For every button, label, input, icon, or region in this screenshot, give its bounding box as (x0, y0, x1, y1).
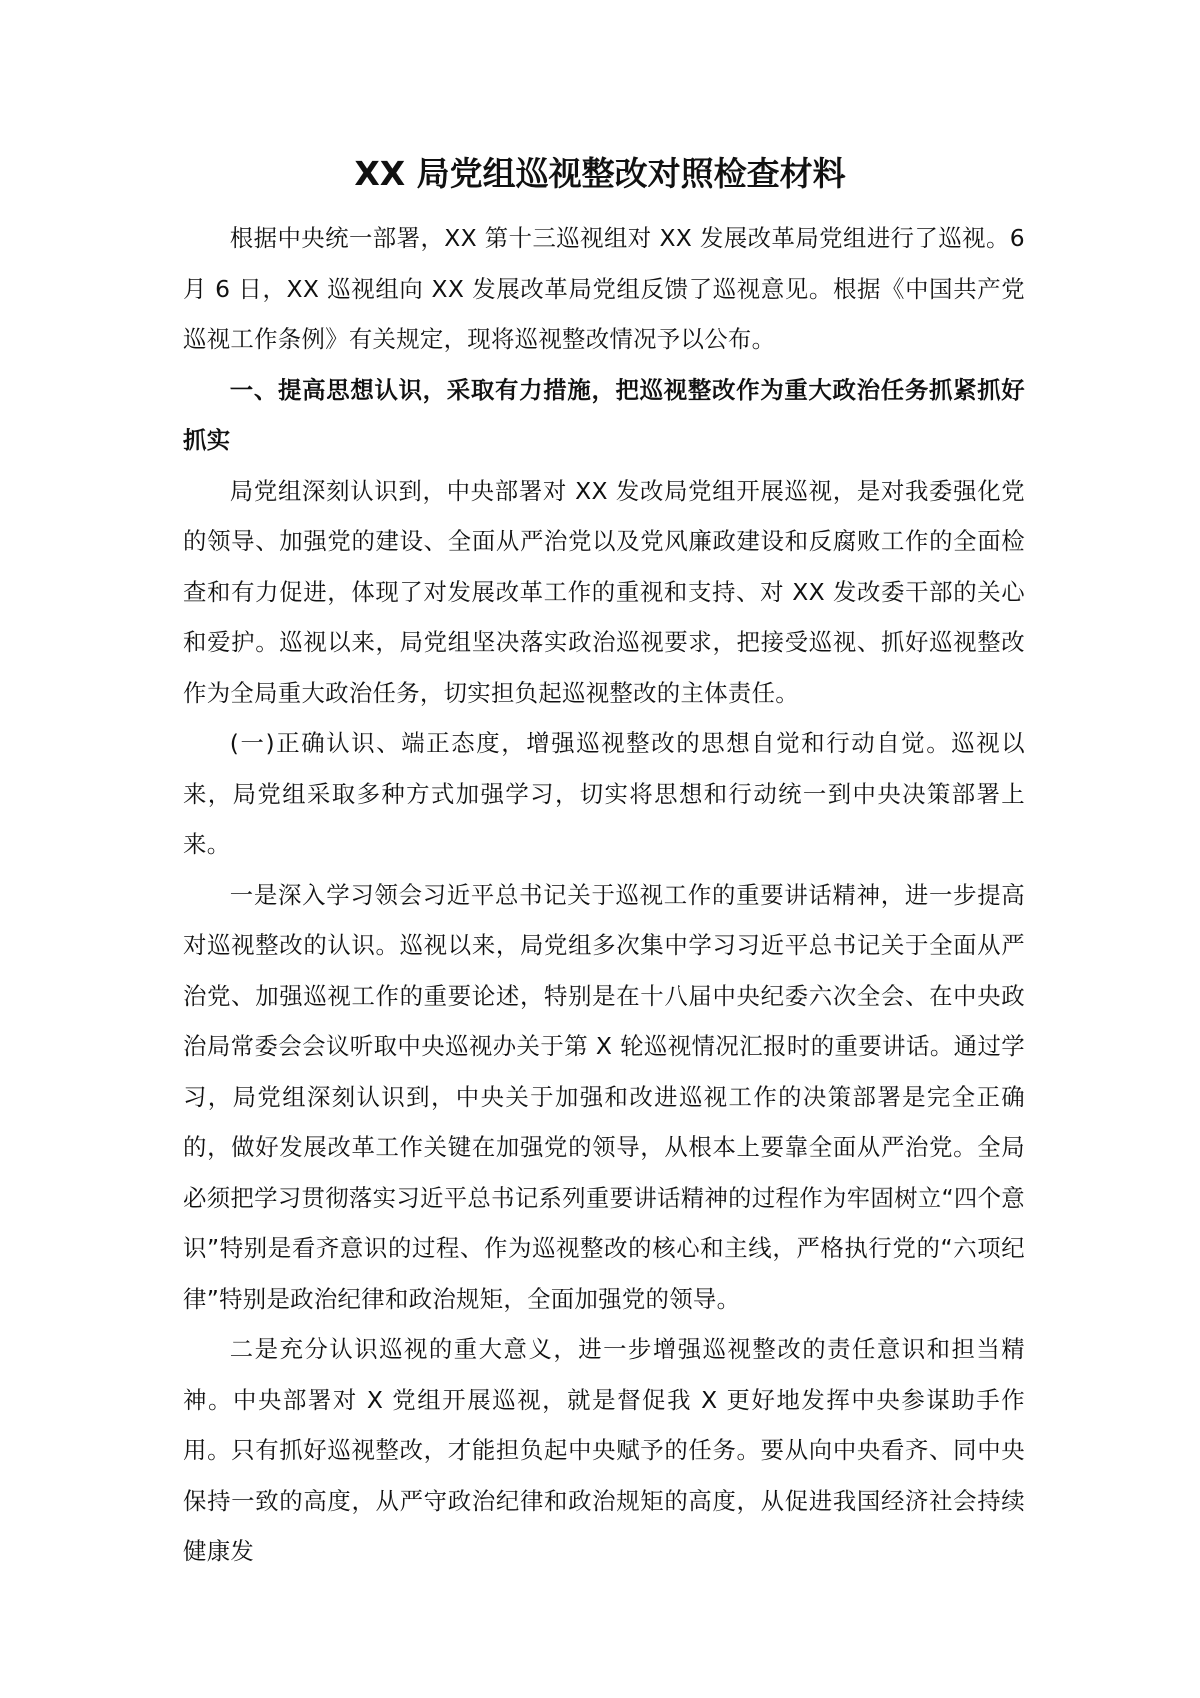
point-two-paragraph: 二是充分认识巡视的重大意义，进一步增强巡视整改的责任意识和担当精神。中央部署对 X 党组开展巡视，就是督促我 X 更好地发挥中央参谋助手作用。只有抓好巡视整改，才能担负起中央赋予的任务。要从向中央看齐、同中央保持一致的高度，从严守政治纪律和政治规矩的高度，从促进我国经济社会持续健康发 (183, 1335, 1025, 1565)
section-heading-1: 一、提高思想认识，采取有力措施，把巡视整改作为重大政治任务抓紧抓好抓实 (183, 375, 1025, 454)
section-1-paragraph: 局党组深刻认识到，中央部署对 XX 发改局党组开展巡视，是对我委强化党的领导、加强党的建设、全面从严治党以及党风廉政建设和反腐败工作的全面检查和有力促进，体现了对发展改革工作的重视和支持、对 XX 发改委干部的关心和爱护。巡视以来，局党组坚决落实政治巡视要求，把接受巡视、抓好巡视整改作为全局重大政治任务，切实担负起巡视整改的主体责任。 (183, 476, 1025, 707)
document-body (183, 213, 1025, 1577)
point-one-paragraph: 一是深入学习领会习近平总书记关于巡视工作的重要讲话精神，进一步提高对巡视整改的认识。巡视以来，局党组多次集中学习习近平总书记关于全面从严治党、加强巡视工作的重要论述，特别是在十八届中央纪委六次全会、在中央政治局常委会会议听取中央巡视办关于第 X 轮巡视情况汇报时的重要讲话。通过学习，局党组深刻认识到，中央关于加强和改进巡视工作的决策部署是完全正确的，做好发展改革工作关键在加强党的领导，从根本上要靠全面从严治党。全局必须把学习贯彻落实习近平总书记系列重要讲话精神的过程作为牢固树立“四个意识”特别是看齐意识的过程、作为巡视整改的核心和主线，严格执行党的“六项纪律”特别是政治纪律和政治规矩，全面加强党的领导。 (183, 880, 1025, 1313)
subsection-1-paragraph: (一)正确认识、端正态度，增强巡视整改的思想自觉和行动自觉。巡视以来，局党组采取多种方式加强学习，切实将思想和行动统一到中央决策部署上来。 (183, 729, 1025, 858)
document-title: XX 局党组巡视整改对照检查材料 (354, 154, 846, 193)
intro-paragraph: 根据中央统一部署，XX 第十三巡视组对 XX 发展改革局党组进行了巡视。6 月 6 日，XX 巡视组向 XX 发展改革局党组反馈了巡视意见。根据《中国共产党巡视工作条例》有关规定，现将巡视整改情况予以公布。 (183, 224, 1025, 353)
